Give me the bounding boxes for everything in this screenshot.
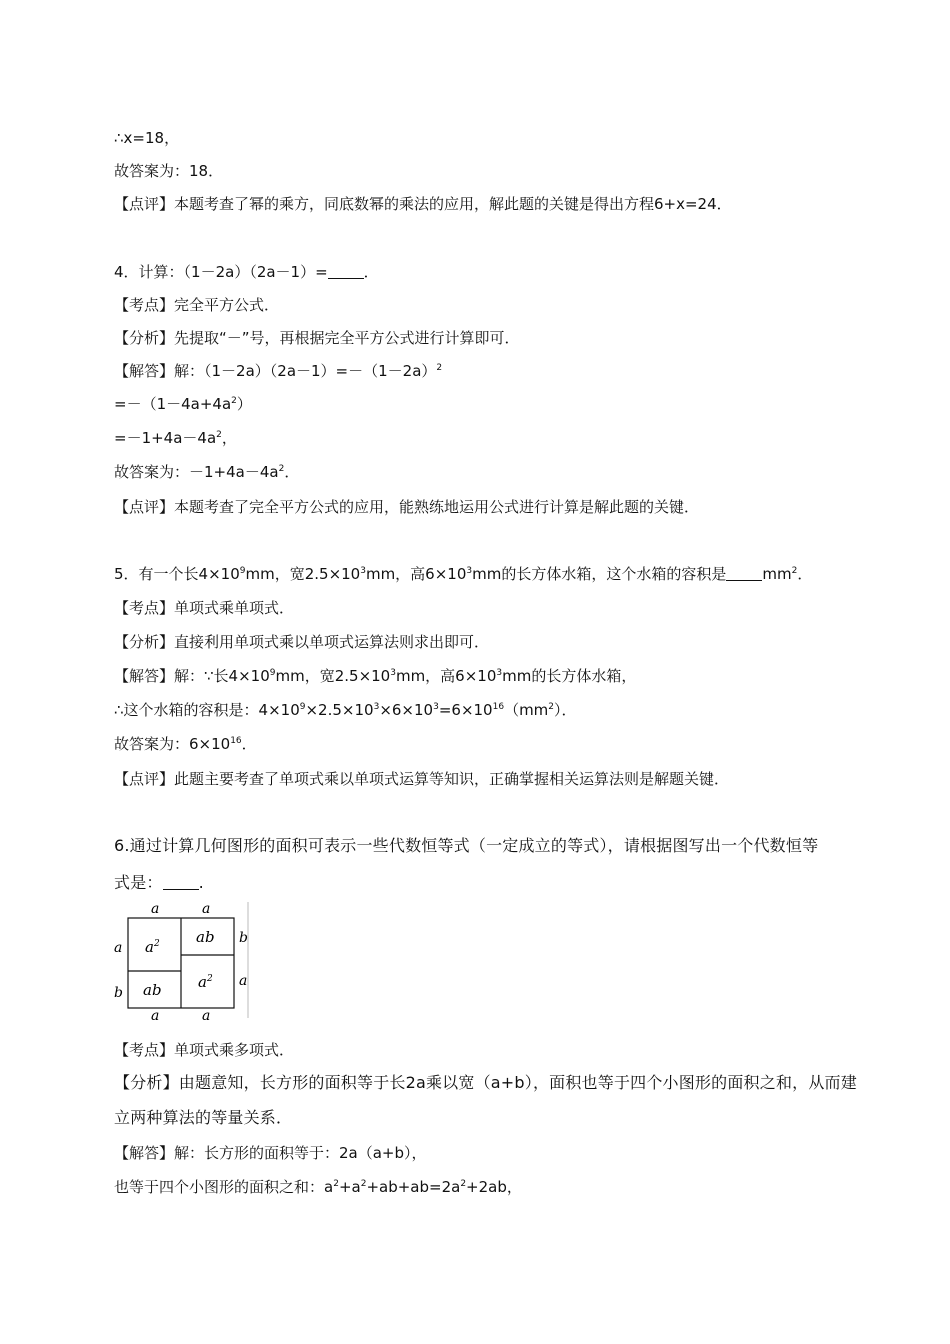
fenxi-line — [114, 632, 489, 652]
question-5-stem — [114, 564, 812, 584]
jieda-line — [114, 666, 636, 686]
right-label-b: b — [239, 930, 248, 946]
step-line — [114, 1177, 522, 1197]
bottom-label-a: a — [202, 1008, 211, 1022]
superscript: 3 — [373, 702, 380, 712]
superscript: 16 — [230, 736, 242, 746]
text: mm — [762, 565, 792, 583]
superscript: 2 — [278, 464, 285, 474]
fenxi-line — [114, 1073, 857, 1093]
text: ×2.5×10 — [305, 701, 374, 719]
text: ． — [797, 565, 813, 583]
text: +2ab， — [466, 1178, 522, 1196]
top-label-a: a — [151, 901, 160, 917]
text: 5．有一个长4×10 — [114, 565, 240, 583]
kaodian-line — [114, 295, 279, 315]
superscript: 16 — [492, 702, 505, 712]
superscript: 9 — [269, 668, 276, 678]
answer-line — [114, 161, 223, 181]
comment-line — [114, 194, 732, 214]
text: 【点评】本题考查了幂的乘方，同底数幂的乘法的应用，解此题的关键是得出方程6+x=24． — [114, 195, 732, 213]
jieda-line — [114, 361, 442, 381]
superscript: 2 — [216, 430, 222, 440]
superscript: 2 — [548, 702, 555, 712]
text: ∴x=18， — [114, 129, 180, 147]
bottom-label-a: a — [151, 1008, 160, 1022]
text: +ab+ab=2a — [366, 1178, 461, 1196]
step-line — [114, 394, 252, 414]
text: 【分析】由题意知，长方形的面积等于长2a乘以宽（a+b），面积也等于四个小图形的面积之和，从而建 — [114, 1073, 857, 1092]
superscript: 3 — [360, 566, 366, 576]
text: ）． — [554, 701, 577, 719]
area-diagram — [108, 898, 254, 1022]
cell-a-squared-left: $a^2$ — [145, 938, 160, 956]
text: ） — [236, 395, 252, 413]
answer-blank — [328, 264, 364, 279]
text: （mm — [504, 701, 549, 719]
text: 6.通过计算几何图形的面积可表示一些代数恒等式（一定成立的等式），请根据图写出一个代数恒等 — [114, 836, 819, 855]
text: 【考点】完全平方公式． — [114, 296, 280, 314]
left-label-a: a — [114, 940, 123, 956]
kaodian-line — [114, 598, 294, 618]
text: . — [198, 873, 204, 892]
text: 故答案为：6×10 — [114, 735, 231, 753]
superscript: 3 — [496, 668, 503, 678]
right-label-a: a — [239, 973, 248, 989]
cell-a-squared-right: $a^2$ — [198, 973, 213, 991]
text: ， — [221, 429, 237, 447]
solution-line — [114, 128, 179, 148]
text: mm的长方体水箱，这个水箱的容积是 — [472, 565, 727, 583]
text: 【分析】先提取“－”号，再根据完全平方公式进行计算即可． — [114, 329, 520, 347]
text: mm，高6×10 — [365, 565, 467, 583]
text: 4．计算：（1－2a）（2a－1）= — [114, 263, 328, 281]
text: 【解答】解：（1－2a）（2a－1）=－（1－2a） — [114, 362, 437, 380]
question-4-stem — [114, 262, 379, 282]
cell-ab-right: ab — [196, 928, 215, 946]
text: 【考点】单项式乘单项式． — [114, 599, 295, 617]
text: 【解答】解：长方形的面积等于：2a（a+b）， — [114, 1144, 427, 1162]
text: =－（1－4a+4a — [114, 395, 232, 413]
text: ． — [241, 735, 257, 753]
superscript: 3 — [390, 668, 396, 678]
top-label-a: a — [202, 901, 211, 917]
text: mm，宽2.5×10 — [275, 667, 391, 685]
kaodian-line — [114, 1040, 294, 1060]
text: 立两种算法的等量关系． — [114, 1108, 293, 1127]
text: ×6×10 — [379, 701, 434, 719]
fenxi-line-cont — [114, 1108, 292, 1128]
superscript: 3 — [433, 702, 439, 712]
superscript: 2 — [436, 363, 443, 373]
superscript: 2 — [231, 396, 237, 406]
superscript: 2 — [360, 1179, 367, 1189]
text: 【点评】此题主要考查了单项式乘以单项式运算等知识，正确掌握相关运算法则是解题关键． — [114, 770, 730, 788]
text: mm，高6×10 — [395, 667, 497, 685]
answer-blank — [163, 875, 199, 890]
text: 【解答】解：∵长4×10 — [114, 667, 270, 685]
answer-line — [114, 734, 257, 754]
text: ． — [363, 263, 379, 281]
step-line — [114, 428, 237, 448]
cell-ab-left: ab — [143, 981, 162, 999]
step-line — [114, 700, 577, 720]
question-6-stem-cont — [114, 873, 204, 893]
superscript: 9 — [239, 566, 246, 576]
comment-line — [114, 769, 729, 789]
text: =－1+4a－4a — [114, 429, 217, 447]
text: ． — [284, 463, 300, 481]
superscript: 2 — [333, 1179, 339, 1189]
text: 【分析】直接利用单项式乘以单项式运算法则求出即可． — [114, 633, 490, 651]
superscript: 3 — [466, 566, 473, 576]
question-6-stem — [114, 836, 818, 856]
text: mm，宽2.5×10 — [245, 565, 361, 583]
text: =6×10 — [438, 701, 493, 719]
superscript: 2 — [460, 1179, 467, 1189]
answer-line — [114, 462, 299, 482]
text: 故答案为：－1+4a－4a — [114, 463, 279, 481]
text: mm的长方体水箱， — [502, 667, 637, 685]
superscript: 9 — [299, 702, 306, 712]
jieda-line — [114, 1143, 427, 1163]
text: +a — [338, 1178, 361, 1196]
comment-line — [114, 497, 699, 517]
fenxi-line — [114, 328, 520, 348]
answer-blank — [726, 566, 762, 581]
text: 故答案为：18． — [114, 162, 224, 180]
text: 式是： — [114, 873, 163, 892]
text: ∴这个水箱的容积是：4×10 — [114, 701, 300, 719]
text: 【点评】本题考查了完全平方公式的应用，能熟练地运用公式进行计算是解此题的关键． — [114, 498, 700, 516]
superscript: 2 — [791, 566, 798, 576]
text: 【考点】单项式乘多项式． — [114, 1041, 295, 1059]
left-label-b: b — [114, 985, 123, 1001]
text: 也等于四个小图形的面积之和：a — [114, 1178, 334, 1196]
